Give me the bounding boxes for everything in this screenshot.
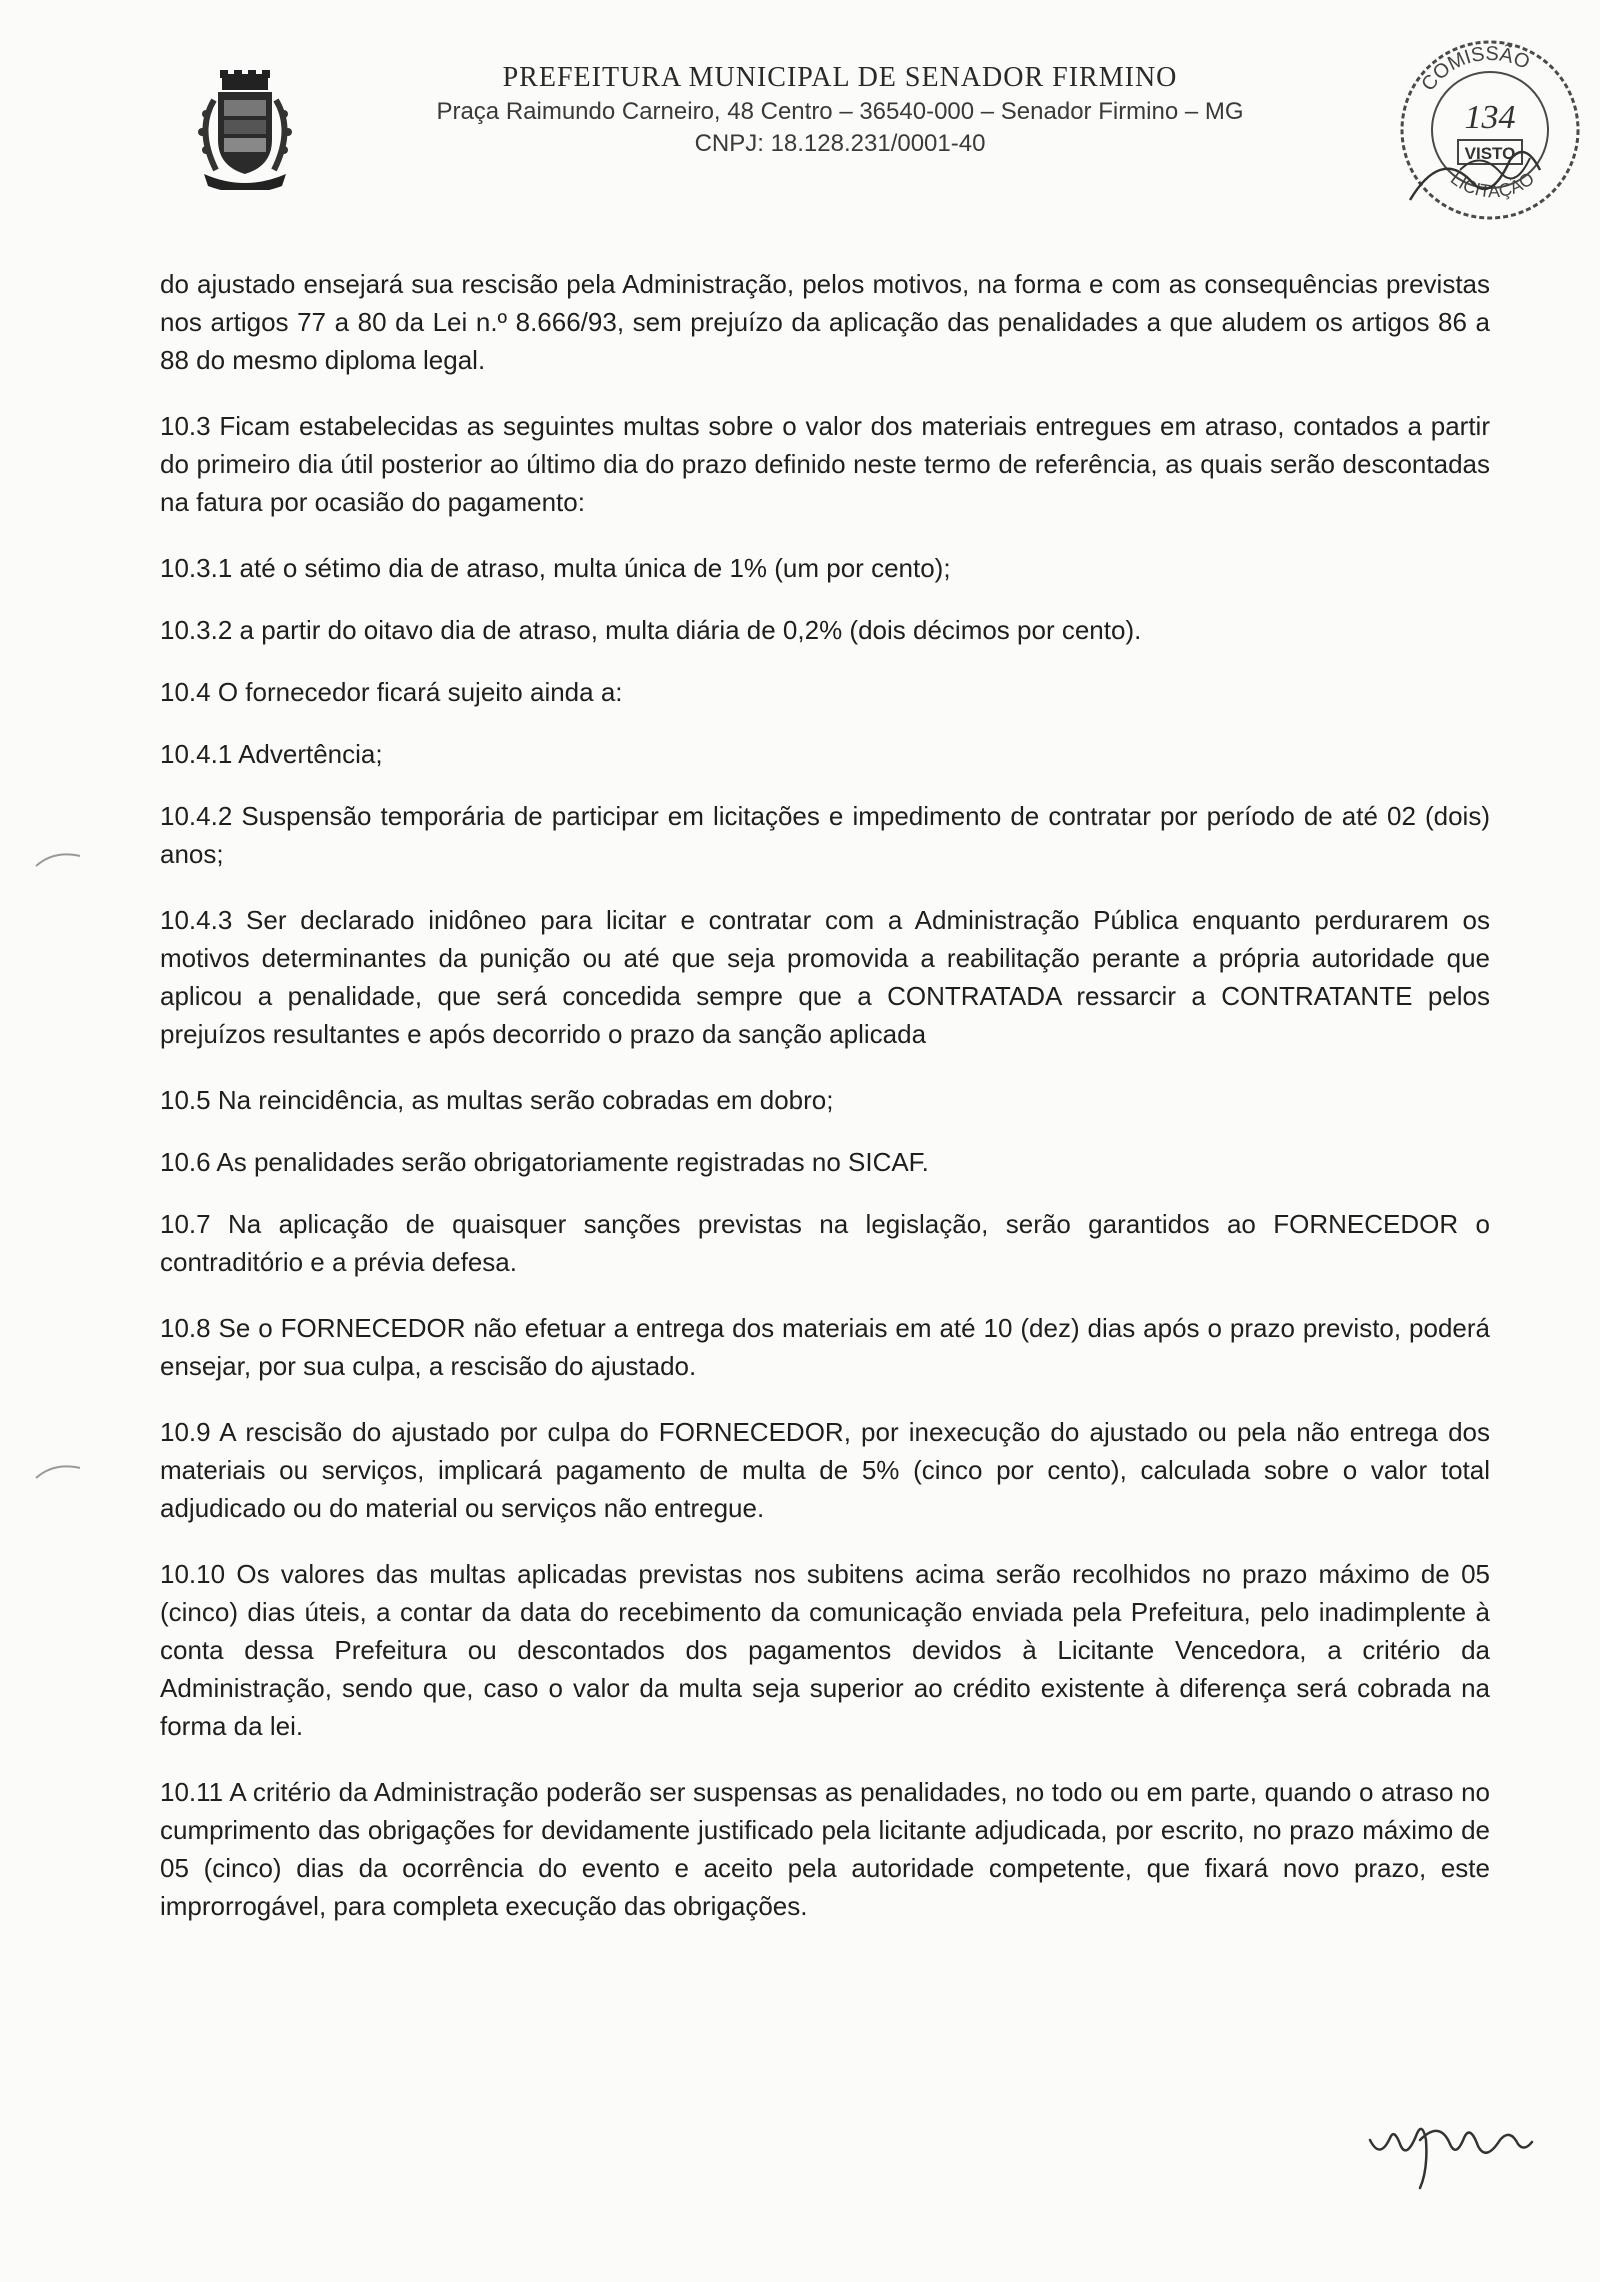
handwritten-signature-icon <box>1360 2100 1540 2190</box>
stamp-number: 134 <box>1464 99 1516 136</box>
margin-mark-icon <box>34 1460 84 1480</box>
paragraph-10-10: 10.10 Os valores das multas aplicadas previstas nos subitens acima serão recolhidos no prazo máximo de 05 (cinco) dias úteis, a contar da data do recebimento da comunicação enviada pela Prefeitura, pelo inadimplente à conta dessa Prefeitura ou descontados dos pagamentos devidos à Licitante Vencedora, a critério da Administração, sendo que, caso o valor da multa seja superior ao crédito existente à diferença será cobrada na forma da lei. <box>160 1559 1490 1741</box>
paragraph-10-4-2: 10.4.2 Suspensão temporária de participar em licitações e impedimento de contratar por período de até 02 (dois) anos; <box>160 801 1490 869</box>
paragraph-10-4-1: 10.4.1 Advertência; <box>160 739 383 769</box>
paragraph-10-3: 10.3 Ficam estabelecidas as seguintes multas sobre o valor dos materiais entregues em atraso, contados a partir do primeiro dia útil posterior ao último dia do prazo definido neste termo de referência, as quais serão descontadas na fatura por ocasião do pagamento: <box>160 411 1490 517</box>
svg-text:COMISSÃO <box>1417 42 1533 96</box>
coat-of-arms-icon <box>190 70 300 190</box>
paragraph-10-3-1: 10.3.1 até o sétimo dia de atraso, multa única de 1% (um por cento); <box>160 553 951 583</box>
paragraph-10-4: 10.4 O fornecedor ficará sujeito ainda a: <box>160 677 623 707</box>
org-name: PREFEITURA MUNICIPAL DE SENADOR FIRMINO <box>502 62 1178 93</box>
stamp-top-text: COMISSÃO <box>1417 42 1534 96</box>
org-address: Praça Raimundo Carneiro, 48 Centro – 36540-000 – Senador Firmino – MG <box>436 98 1244 125</box>
paragraph-10-7: 10.7 Na aplicação de quaisquer sanções previstas na legislação, serão garantidos ao FORNECEDOR o contraditório e a prévia defesa. <box>160 1209 1490 1277</box>
stamp-middle-text: VISTO <box>1464 144 1516 163</box>
stamp-bottom-text: LICITAÇÃO <box>1446 168 1538 202</box>
paragraph-10-5: 10.5 Na reincidência, as multas serão cobradas em dobro; <box>160 1085 834 1115</box>
paragraph-continuation: do ajustado ensejará sua rescisão pela Administração, pelos motivos, na forma e com as consequências previstas nos artigos 77 a 80 da Lei n.º 8.666/93, sem prejuízo da aplicação das penalidades a que aludem os artigos 86 a 88 do mesmo diploma legal. <box>160 269 1490 375</box>
letterhead-text <box>330 60 1350 160</box>
paragraph-10-11: 10.11 A critério da Administração poderão ser suspensas as penalidades, no todo ou em parte, quando o atraso no cumprimento das obrigações for devidamente justificado pela licitante adjudicada, por escrito, no prazo máximo de 05 (cinco) dias da ocorrência do evento e aceito pela autoridade competente, que fixará novo prazo, este improrrogável, para completa execução das obrigações. <box>160 1777 1490 1921</box>
margin-mark-icon <box>34 848 84 868</box>
paragraph-10-9: 10.9 A rescisão do ajustado por culpa do FORNECEDOR, por inexecução do ajustado ou pela não entrega dos materiais ou serviços, implicará pagamento de multa de 5% (cinco por cento), calculada sobre o valor total adjudicado ou do material ou serviços não entregue. <box>160 1417 1490 1523</box>
letterhead <box>190 60 1370 180</box>
paragraph-10-8: 10.8 Se o FORNECEDOR não efetuar a entrega dos materiais em até 10 (dez) dias após o prazo previsto, poderá ensejar, por sua culpa, a rescisão do ajustado. <box>160 1313 1490 1381</box>
paragraph-10-4-3: 10.4.3 Ser declarado inidôneo para licitar e contratar com a Administração Pública enquanto perdurarem os motivos determinantes da punição ou até que seja promovida a reabilitação perante a própria autoridade que aplicou a penalidade, que será concedida sempre que a CONTRATADA ressarcir a CONTRATANTE pelos prejuízos resultantes e após decorrido o prazo da sanção aplicada <box>160 905 1490 1049</box>
commission-stamp-icon <box>1390 30 1590 230</box>
org-cnpj: CNPJ: 18.128.231/0001-40 <box>694 130 986 157</box>
paragraph-10-3-2: 10.3.2 a partir do oitavo dia de atraso, multa diária de 0,2% (dois décimos por cento). <box>160 615 1142 645</box>
paragraph-10-6: 10.6 As penalidades serão obrigatoriamente registradas no SICAF. <box>160 1147 929 1177</box>
document-body <box>160 265 1490 1953</box>
